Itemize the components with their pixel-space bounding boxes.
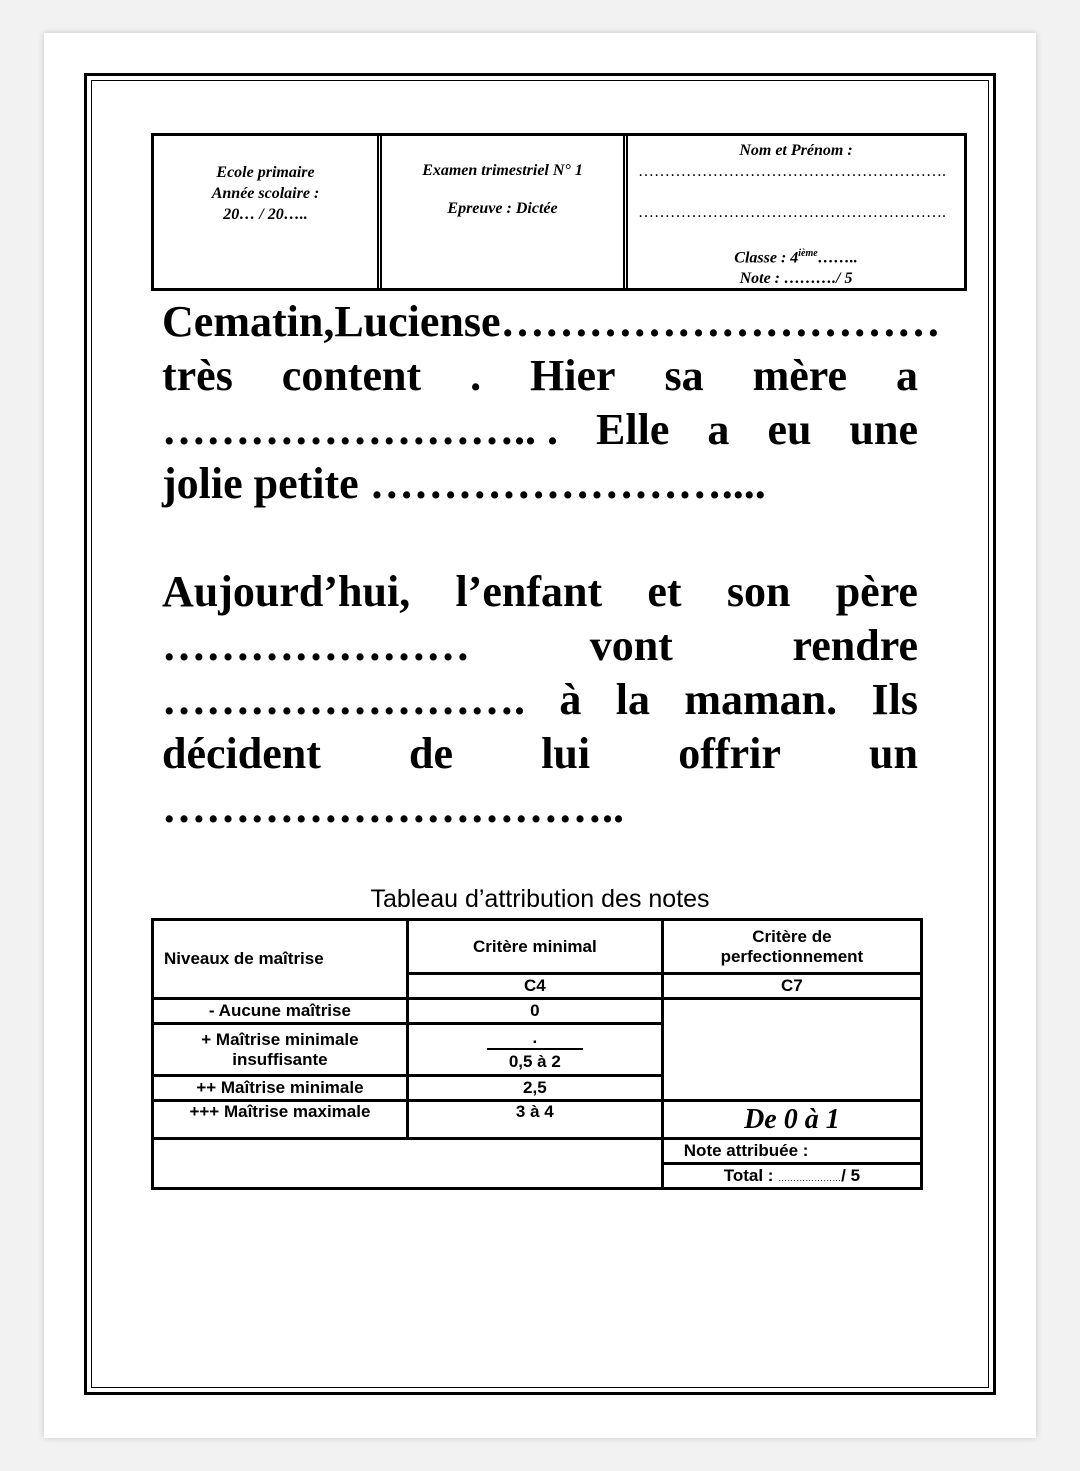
word: offrir [678,729,781,778]
col-perf-header-line: Critère de [752,926,832,946]
blank[interactable]: ………………… [162,621,470,670]
grades-table [151,918,923,1190]
fraction-line [487,1048,583,1050]
col-min-header: Critère minimal [407,920,662,974]
word: décident [162,729,321,778]
exam-title: Examen trimestriel N° 1 [422,162,583,179]
school-year-value: 20… / 20….. [223,206,308,223]
word: un [869,729,918,778]
level-insufficient [153,1024,408,1076]
name-line-1[interactable]: …………………………………………………. [638,163,946,180]
classe-prefix: Classe : 4 [734,249,799,267]
student-cell [628,136,964,288]
value-insufficient [407,1024,662,1076]
word: une [849,405,918,454]
level-line: + Maîtrise minimale [201,1029,359,1049]
total-field[interactable] [662,1164,921,1189]
total-prefix: Total : [723,1166,779,1185]
word: Aujourd’hui, [162,567,411,616]
perf-empty-cell [662,999,921,1101]
word: de [409,729,454,778]
word: son [726,567,791,616]
level-line: insuffisante [232,1049,328,1069]
word: sa [664,351,704,400]
word: père [835,567,918,616]
classe-sup: ième [798,248,818,259]
name-label: Nom et Prénom : [739,142,853,159]
blank[interactable]: ………………………… [500,297,941,346]
total-suffix: / 5 [841,1166,861,1185]
dictation-line [162,403,918,457]
col-perf-header-line: perfectionnement [720,946,864,966]
word: . [470,351,482,400]
dictation-line [162,295,941,349]
code-perf: C7 [662,974,921,999]
word: l’enfant [455,567,603,616]
word: Ils [871,675,918,724]
word: content [281,351,422,400]
dictation-line-text[interactable]: jolie petite …………………….... [162,459,766,508]
classe-field[interactable] [638,243,954,268]
classe-suffix: …….. [817,249,858,267]
word: eu [767,405,812,454]
name-line-2[interactable]: …………………………………………………. [638,204,946,221]
note-attribuee[interactable]: Note attribuée : [662,1139,921,1164]
blank[interactable]: …………………….. . [162,405,558,454]
value-dot: . [532,1027,538,1047]
school-year-label: Année scolaire : [211,185,320,202]
header-table [151,133,967,291]
dictation-text [162,295,941,835]
dictation-line [162,457,918,511]
word: Elle [596,405,670,454]
blank[interactable]: ………………………….. [162,783,624,832]
level-none: - Aucune maîtrise [153,999,408,1024]
blank[interactable]: ……………………. [162,675,525,724]
word: la [615,675,650,724]
code-min: C4 [407,974,662,999]
value-range: 0,5 à 2 [508,1051,561,1071]
col-levels-header: Niveaux de maîtrise [153,920,408,999]
word: Lucien [334,297,464,346]
col-perf-header [662,920,921,974]
word: matin, [213,297,335,346]
word: se [463,297,501,346]
dictation-line [162,565,918,619]
exam-sheet [44,33,1036,1438]
word: a [707,405,730,454]
dictation-line [162,727,918,781]
level-maximal: +++ Maîtrise maximale [153,1101,408,1139]
total-dots: ………………… [778,1173,842,1183]
dictation-line [162,619,918,673]
level-minimal: ++ Maîtrise minimale [153,1076,408,1101]
word: a [895,351,918,400]
dictation-line [162,781,918,835]
word: et [647,567,682,616]
school-cell [154,136,382,288]
word: très [162,351,233,400]
dictation-line [162,673,918,727]
exam-subject: Epreuve : Dictée [447,200,558,217]
word: rendre [792,621,918,670]
word: Ce [162,297,214,346]
word: vont [589,621,673,670]
dictation-line [162,349,918,403]
word: mère [752,351,848,400]
word: à [559,675,582,724]
word: lui [541,729,591,778]
value-none: 0 [407,999,662,1024]
exam-cell [382,136,628,288]
word: Hier [530,351,616,400]
value-maximal: 3 à 4 [407,1101,662,1139]
value-minimal: 2,5 [407,1076,662,1101]
grades-caption: Tableau d’attribution des notes [370,885,710,913]
empty-cell [153,1139,663,1189]
word: maman. [684,675,838,724]
note-field[interactable]: Note : ………./ 5 [739,270,853,288]
school-name: Ecole primaire [216,164,315,181]
perf-range: De 0 à 1 [662,1101,921,1139]
